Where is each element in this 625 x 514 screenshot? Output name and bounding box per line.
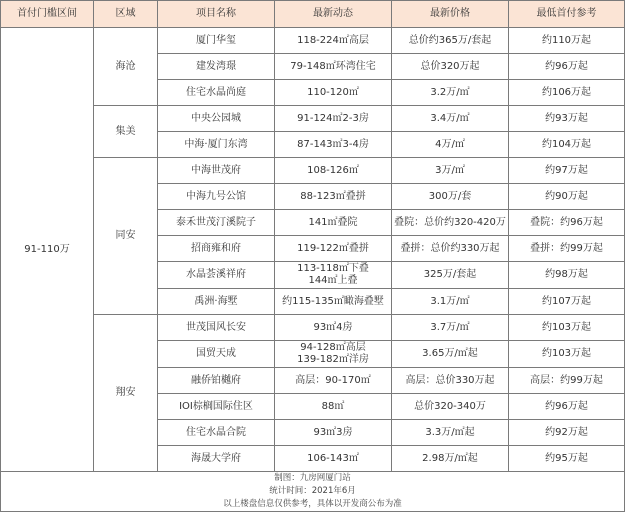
min-downpayment-cell: 约106万起	[509, 80, 625, 106]
footer-date: 统计时间：2021年6月	[269, 486, 356, 496]
project-name-cell: 中海九号公馆	[158, 184, 275, 210]
footer-disclaimer: 以上楼盘信息仅供参考，具体以开发商公布为准	[223, 499, 402, 509]
latest-update-line: 118-224㎡高层	[297, 34, 369, 46]
min-downpayment-cell: 约110万起	[509, 28, 625, 54]
latest-update-line: 139-182㎡洋房	[297, 354, 369, 365]
latest-update-cell	[275, 262, 392, 289]
latest-price-cell: 4万/㎡	[392, 132, 509, 158]
latest-update-cell	[275, 368, 392, 394]
table-header-row	[1, 1, 625, 28]
header-range: 首付门槛区间	[1, 1, 94, 28]
project-name-cell: IOI棕榈国际住区	[158, 394, 275, 420]
min-downpayment-cell: 约107万起	[509, 289, 625, 315]
min-downpayment-cell: 约104万起	[509, 132, 625, 158]
header-district: 区域	[94, 1, 158, 28]
latest-price-cell: 3.2万/㎡	[392, 80, 509, 106]
latest-update-line: 94-128㎡高层	[300, 342, 366, 353]
district-cell: 海沧	[94, 28, 158, 106]
header-downpay: 最低首付参考	[509, 1, 625, 28]
min-downpayment-cell: 约90万起	[509, 184, 625, 210]
district-cell: 同安	[94, 158, 158, 315]
latest-update-cell	[275, 420, 392, 446]
downpay-range-cell: 91-110万	[1, 28, 94, 472]
project-name-cell: 融侨铂樾府	[158, 368, 275, 394]
min-downpayment-cell: 约97万起	[509, 158, 625, 184]
footer-row	[1, 472, 625, 512]
project-name-cell: 住宅水晶合院	[158, 420, 275, 446]
min-downpayment-cell: 约93万起	[509, 106, 625, 132]
latest-price-cell: 叠拼：总价约330万起	[392, 236, 509, 262]
latest-update-cell	[275, 210, 392, 236]
latest-price-cell: 3.4万/㎡	[392, 106, 509, 132]
latest-update-cell	[275, 289, 392, 315]
project-name-cell: 招商雍和府	[158, 236, 275, 262]
project-name-cell: 建发湾璟	[158, 54, 275, 80]
latest-price-cell: 3.3万/㎡起	[392, 420, 509, 446]
latest-price-cell: 总价320-340万	[392, 394, 509, 420]
latest-update-line: 87-143㎡3-4房	[297, 138, 369, 150]
latest-price-cell: 高层：总价330万起	[392, 368, 509, 394]
latest-update-cell	[275, 315, 392, 341]
header-project: 项目名称	[158, 1, 275, 28]
latest-price-cell: 3.7万/㎡	[392, 315, 509, 341]
latest-update-line: 113-118㎡下叠	[297, 263, 369, 274]
project-name-cell: 中海·厦门东湾	[158, 132, 275, 158]
project-name-cell: 禹洲·海墅	[158, 289, 275, 315]
latest-update-line: 高层：90-170㎡	[295, 374, 371, 386]
district-cell: 翔安	[94, 315, 158, 472]
table-row	[1, 158, 625, 184]
latest-price-cell: 325万/套起	[392, 262, 509, 289]
project-name-cell: 水晶荟溪祥府	[158, 262, 275, 289]
latest-update-line: 91-124㎡2-3房	[297, 112, 369, 124]
latest-update-cell	[275, 80, 392, 106]
min-downpayment-cell: 约103万起	[509, 315, 625, 341]
project-name-cell: 住宅水晶尚庭	[158, 80, 275, 106]
project-name-cell: 国贸天成	[158, 341, 275, 368]
min-downpayment-cell: 约95万起	[509, 446, 625, 472]
latest-update-line: 119-122㎡叠拼	[297, 242, 369, 254]
project-name-cell: 中央公园城	[158, 106, 275, 132]
project-name-cell: 海晟大学府	[158, 446, 275, 472]
footer-note	[1, 472, 625, 512]
latest-update-line: 110-120㎡	[307, 86, 359, 98]
min-downpayment-cell: 约98万起	[509, 262, 625, 289]
latest-price-cell: 3.65万/㎡起	[392, 341, 509, 368]
min-downpayment-cell: 约103万起	[509, 341, 625, 368]
latest-update-line: 144㎡上叠	[308, 275, 358, 286]
latest-update-line: 约115-135㎡瞰海叠墅	[282, 295, 384, 307]
latest-update-cell	[275, 236, 392, 262]
latest-price-cell: 总价约365万/套起	[392, 28, 509, 54]
latest-update-line: 93㎡3房	[313, 426, 353, 438]
latest-update-line: 88-123㎡叠拼	[300, 190, 366, 202]
project-name-cell: 中海世茂府	[158, 158, 275, 184]
min-downpayment-cell: 叠院：约96万起	[509, 210, 625, 236]
latest-update-line: 93㎡4房	[313, 321, 353, 333]
min-downpayment-cell: 约96万起	[509, 54, 625, 80]
min-downpayment-cell: 约96万起	[509, 394, 625, 420]
latest-update-cell	[275, 446, 392, 472]
min-downpayment-cell: 约92万起	[509, 420, 625, 446]
table-row	[1, 28, 625, 54]
latest-update-line: 141㎡叠院	[308, 216, 358, 228]
latest-update-cell	[275, 54, 392, 80]
latest-update-cell	[275, 341, 392, 368]
project-name-cell: 泰禾世茂汀溪院子	[158, 210, 275, 236]
district-cell: 集美	[94, 106, 158, 158]
latest-price-cell: 2.98万/㎡起	[392, 446, 509, 472]
latest-price-cell: 3.1万/㎡	[392, 289, 509, 315]
footer-credit: 制图：九房网厦门站	[274, 473, 351, 483]
min-downpayment-cell: 叠拼：约99万起	[509, 236, 625, 262]
latest-update-cell	[275, 132, 392, 158]
project-name-cell: 厦门华玺	[158, 28, 275, 54]
latest-price-cell: 叠院：总价约320-420万	[392, 210, 509, 236]
latest-price-cell: 总价320万起	[392, 54, 509, 80]
latest-update-cell	[275, 158, 392, 184]
latest-update-cell	[275, 28, 392, 54]
latest-update-line: 88㎡	[321, 400, 345, 412]
latest-update-line: 106-143㎡	[307, 452, 359, 464]
table-row	[1, 315, 625, 341]
latest-price-cell: 300万/套	[392, 184, 509, 210]
table-row	[1, 106, 625, 132]
min-downpayment-cell: 高层：约99万起	[509, 368, 625, 394]
latest-update-line: 108-126㎡	[307, 164, 359, 176]
latest-update-line: 79-148㎡环湾住宅	[290, 60, 376, 72]
latest-update-cell	[275, 394, 392, 420]
header-latest: 最新动态	[275, 1, 392, 28]
latest-price-cell: 3万/㎡	[392, 158, 509, 184]
header-price: 最新价格	[392, 1, 509, 28]
project-name-cell: 世茂国风长安	[158, 315, 275, 341]
latest-update-cell	[275, 106, 392, 132]
table-body	[1, 28, 625, 472]
latest-update-cell	[275, 184, 392, 210]
